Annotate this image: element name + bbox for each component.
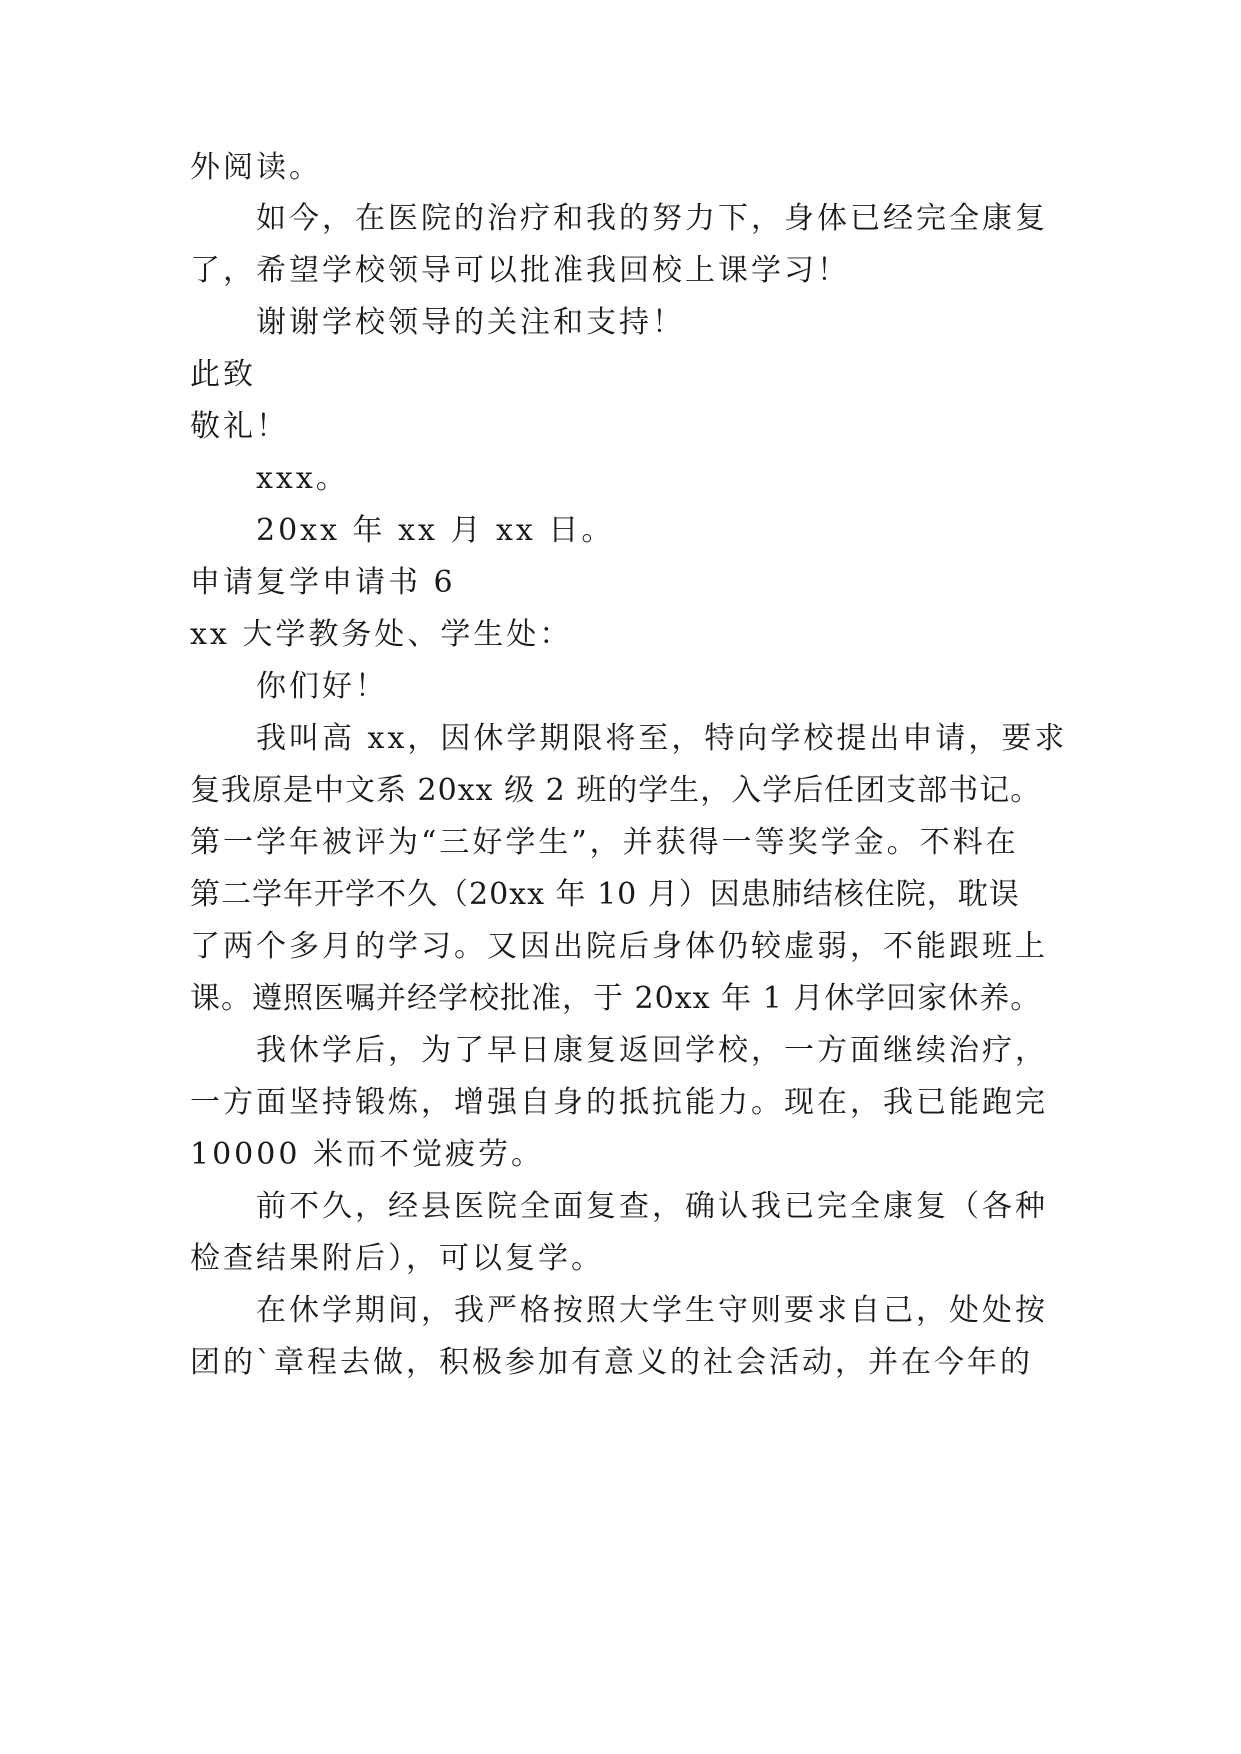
- text-line: 前不久，经县医院全面复查，确认我已完全康复（各种: [256, 1189, 1048, 1224]
- text-line: 第一学年被评为“三好学生”，并获得一等奖学金。不料在: [190, 825, 1019, 860]
- text-line: 一方面坚持锻炼，增强自身的抵抗能力。现在，我已能跑完: [190, 1085, 1048, 1120]
- text-line: 我休学后，为了早日康复返回学校，一方面继续治疗，: [256, 1033, 1048, 1068]
- text-line: 我叫高 xx，因休学期限将至，特向学校提出申请，要求: [256, 721, 1068, 756]
- text-line: 复我原是中文系 20xx 级 2 班的学生，入学后任团支部书记。: [190, 773, 1042, 808]
- text-line: 了两个多月的学习。又因出院后身体仍较虚弱，不能跟班上: [190, 929, 1048, 964]
- text-line: 第二学年开学不久（20xx 年 10 月）因患肺结核住院，耽误: [190, 877, 1020, 912]
- text-line: 谢谢学校领导的关注和支持！: [256, 305, 685, 340]
- date-line: 20xx 年 xx 月 xx 日。: [256, 513, 615, 548]
- recipient-line: xx 大学教务处、学生处：: [190, 617, 573, 652]
- text-line: 外阅读。: [190, 150, 322, 185]
- section-title: 申请复学申请书 6: [190, 565, 456, 600]
- signature-line: xxx。: [256, 461, 349, 496]
- salutation-line: 敬礼！: [190, 409, 289, 444]
- text-line: 如今，在医院的治疗和我的努力下，身体已经完全康复: [256, 201, 1048, 236]
- text-line: 课。遵照医嘱并经学校批准，于 20xx 年 1 月休学回家休养。: [190, 981, 1042, 1016]
- text-line: 10000 米而不觉疲劳。: [190, 1137, 544, 1172]
- text-line: 在休学期间，我严格按照大学生守则要求自己，处处按: [256, 1293, 1048, 1328]
- closing-line: 此致: [190, 357, 256, 392]
- text-line: 检查结果附后），可以复学。: [190, 1241, 604, 1276]
- greeting-line: 你们好！: [256, 669, 388, 704]
- text-line: 团的`章程去做，积极参加有意义的社会活动，并在今年的: [190, 1345, 1033, 1380]
- text-line: 了，希望学校领导可以批准我回校上课学习！: [190, 253, 850, 288]
